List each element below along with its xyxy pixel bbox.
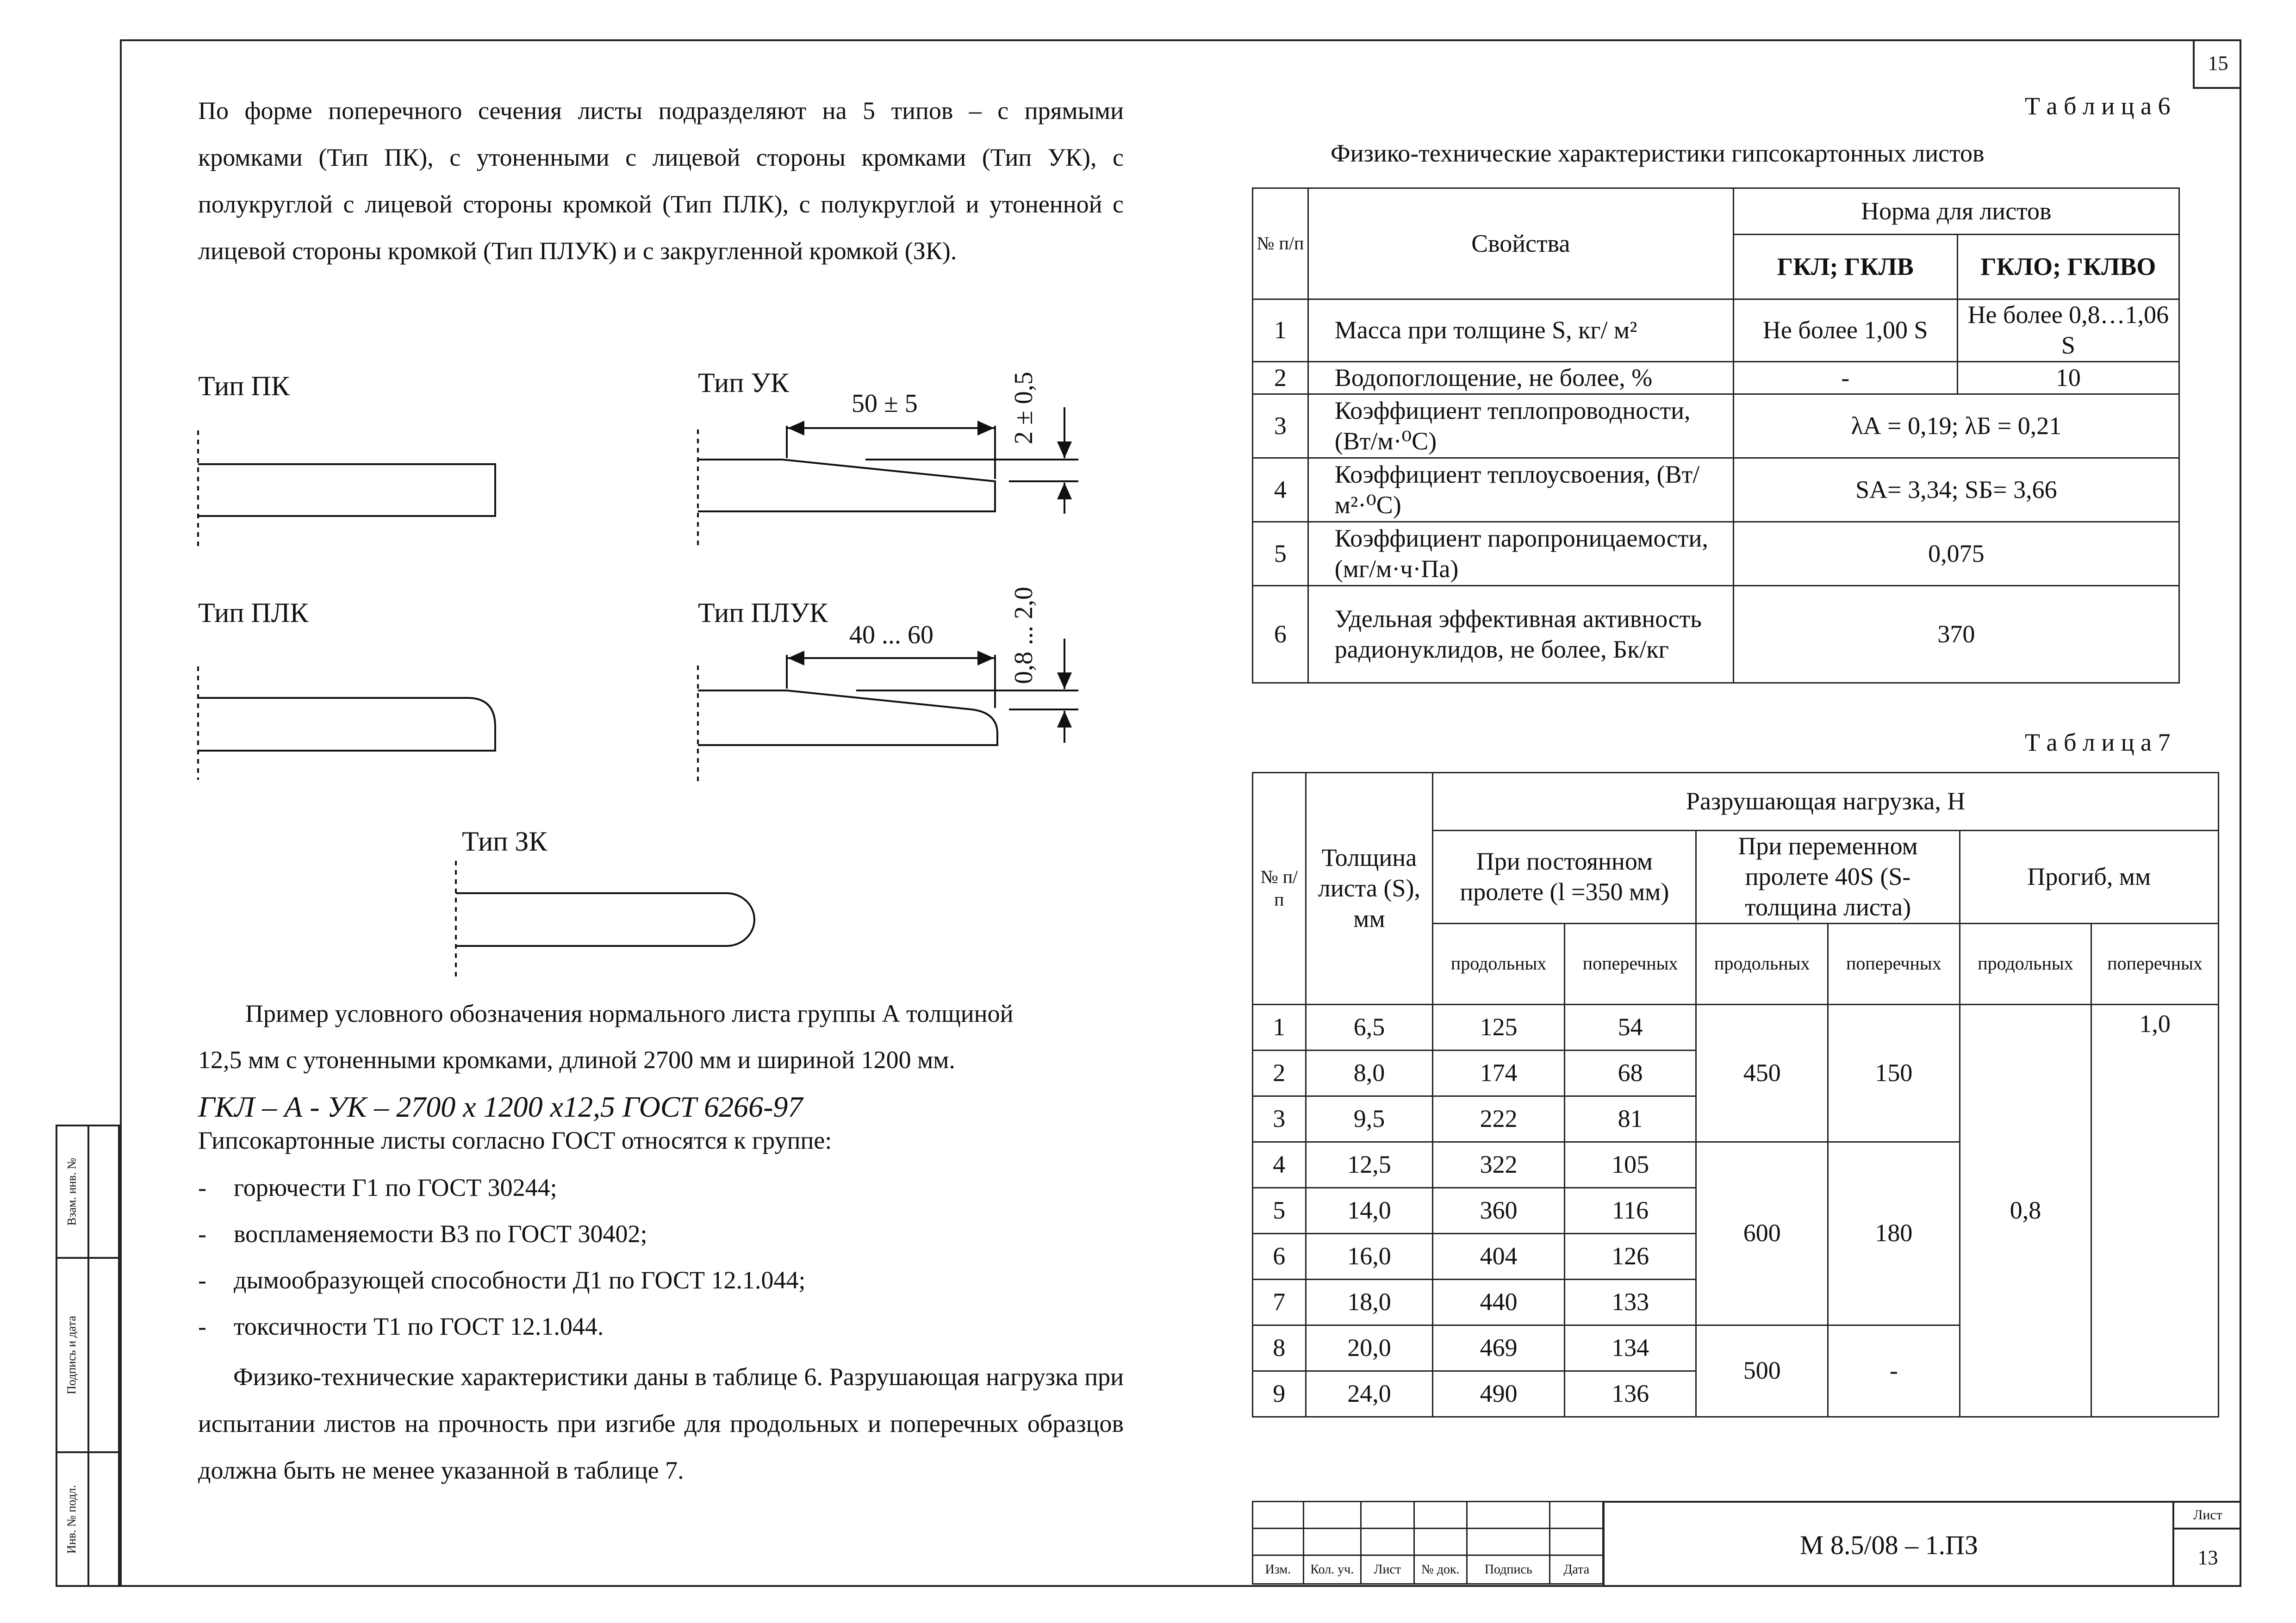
- plk-profile: [198, 698, 495, 751]
- t7-defl-cross: 1,0: [2091, 1004, 2219, 1417]
- t7-var-long: 450: [1696, 1004, 1828, 1142]
- t7-var-long: 600: [1696, 1142, 1828, 1325]
- t6-val: SА= 3,34; SБ= 3,66: [1733, 458, 2179, 522]
- t7-num: 6: [1253, 1233, 1306, 1279]
- t7-thick: 12,5: [1306, 1142, 1433, 1188]
- t7-num: 5: [1253, 1188, 1306, 1233]
- type-pk-label: Тип ПК: [198, 371, 290, 401]
- stamp-data: Дата: [1550, 1555, 1603, 1584]
- table6-title: Физико-технические характеристики гипсокартонных листов: [1331, 139, 1985, 167]
- pluk-thick-dim: 0,8 ... 2,0: [1009, 587, 1038, 684]
- t6-prop: Коэффициент теплоусвоения, (Вт/м²·⁰С): [1308, 458, 1733, 522]
- t7-defl-long: 0,8: [1960, 1004, 2091, 1417]
- t7-thick: 9,5: [1306, 1096, 1433, 1142]
- table6: [1252, 187, 2180, 684]
- t6-h-prop: Свойства: [1308, 188, 1733, 299]
- t7-cross: 126: [1564, 1233, 1696, 1279]
- uk-thick-dim: 2 ± 0,5: [1009, 372, 1038, 444]
- t7-thick: 6,5: [1306, 1004, 1433, 1050]
- side-label-podpis: Подпись и дата: [65, 1316, 78, 1394]
- t7-long: 490: [1433, 1371, 1565, 1417]
- bullet-marker: -: [198, 1312, 206, 1340]
- side-label-vzam: Взам. инв. №: [65, 1157, 78, 1226]
- t7-long: 174: [1433, 1050, 1565, 1096]
- t6-num: 3: [1253, 394, 1308, 458]
- example-designation: ГКЛ – А - УК – 2700 х 1200 х12,5 ГОСТ 6266-97: [198, 1090, 803, 1123]
- uk-profile: [698, 460, 995, 511]
- t7-h-var: При переменном пролете 40S (S-толщина листа): [1696, 831, 1960, 924]
- t7-num: 7: [1253, 1279, 1306, 1325]
- t7-thick: 16,0: [1306, 1233, 1433, 1279]
- t7-h-long: продольных: [1960, 923, 2091, 1004]
- t7-cross: 136: [1564, 1371, 1696, 1417]
- t7-long: 322: [1433, 1142, 1565, 1188]
- t7-num: 3: [1253, 1096, 1306, 1142]
- t7-long: 404: [1433, 1233, 1565, 1279]
- bullet-marker: -: [198, 1266, 206, 1294]
- t7-h-cross: поперечных: [1828, 923, 1960, 1004]
- t6-val: 0,075: [1733, 522, 2179, 586]
- t6-h-num: № п/п: [1253, 188, 1308, 299]
- t6-val: -: [1733, 362, 1957, 394]
- t7-num: 2: [1253, 1050, 1306, 1096]
- table7: [1252, 772, 2219, 1418]
- t6-prop: Масса при толщине S, кг/ м²: [1308, 299, 1733, 362]
- t7-h-num: № п/п: [1253, 773, 1306, 1005]
- t7-h-defl: Прогиб, мм: [1960, 831, 2218, 924]
- t6-num: 4: [1253, 458, 1308, 522]
- t6-h-gklo: ГКЛО; ГКЛВО: [1957, 235, 2179, 299]
- t7-h-long: продольных: [1433, 923, 1565, 1004]
- pk-profile: [198, 464, 495, 516]
- t7-thick: 18,0: [1306, 1279, 1433, 1325]
- intro-paragraph: По форме поперечного сечения листы подразделяют на 5 типов – с прямыми кромками (Тип ПК), с утоненными с лицевой стороны кромками (Тип УК), с полукруглой с лицевой стороны кромкой (Тип ПЛК), с полукруглой и утоненной с лицевой стороны кромкой (Тип ПЛУК) и с закругленной кромкой (ЗК).: [198, 97, 1124, 265]
- table6-label: Т а б л и ц а 6: [2025, 92, 2171, 120]
- closing-paragraph: Физико-технические характеристики даны в таблице 6. Разрушающая нагрузка при испытании листов на прочность при изгибе для продольных и поперечных образцов должна быть не менее указанной в таблице 7.: [198, 1363, 1124, 1484]
- t7-var-long: 500: [1696, 1325, 1828, 1417]
- t6-val: 10: [1957, 362, 2179, 394]
- t6-num: 1: [1253, 299, 1308, 362]
- t6-h-norm: Норма для листов: [1733, 188, 2179, 235]
- stamp-grid: [1252, 1501, 1604, 1585]
- t7-thick: 14,0: [1306, 1188, 1433, 1233]
- t7-cross: 134: [1564, 1325, 1696, 1371]
- t7-h-cross: поперечных: [1564, 923, 1696, 1004]
- t7-num: 8: [1253, 1325, 1306, 1371]
- t6-val: Не более 0,8…1,06 S: [1957, 299, 2179, 362]
- t6-num: 5: [1253, 522, 1308, 586]
- group-item: воспламеняемости В3 по ГОСТ 30402;: [234, 1220, 647, 1248]
- side-label-inv: Инв. № подл.: [65, 1485, 78, 1554]
- t7-cross: 54: [1564, 1004, 1696, 1050]
- t7-var-cross: -: [1828, 1325, 1960, 1417]
- stamp-ndok: № док.: [1414, 1555, 1467, 1584]
- type-uk-label: Тип УК: [698, 367, 789, 398]
- t7-h-cross: поперечных: [2091, 923, 2219, 1004]
- uk-width-dim: 50 ± 5: [852, 389, 918, 418]
- t6-prop: Коэффициент теплопроводности, (Вт/м·⁰С): [1308, 394, 1733, 458]
- t6-num: 2: [1253, 362, 1308, 394]
- group-item: горючести Г1 по ГОСТ 30244;: [234, 1174, 557, 1201]
- pluk-profile: [698, 690, 997, 745]
- zk-profile: [456, 893, 754, 946]
- t7-cross: 116: [1564, 1188, 1696, 1233]
- t7-long: 440: [1433, 1279, 1565, 1325]
- stamp-sheet-label: Лист: [2172, 1501, 2241, 1530]
- table7-label: Т а б л и ц а 7: [2025, 728, 2171, 756]
- t7-h-load: Разрушающая нагрузка, Н: [1433, 773, 2219, 831]
- t6-val: λА = 0,19; λБ = 0,21: [1733, 394, 2179, 458]
- t7-long: 469: [1433, 1325, 1565, 1371]
- t7-h-const: При постоянном пролете (l =350 мм): [1433, 831, 1696, 924]
- t7-num: 9: [1253, 1371, 1306, 1417]
- stamp-kol: Кол. уч.: [1303, 1555, 1361, 1584]
- t7-h-thick: Толщина листа (S), мм: [1306, 773, 1433, 1005]
- type-plk-label: Тип ПЛК: [198, 597, 309, 628]
- t7-var-cross: 180: [1828, 1142, 1960, 1325]
- t7-cross: 133: [1564, 1279, 1696, 1325]
- type-pluk-label: Тип ПЛУК: [698, 597, 828, 628]
- stamp-doc-code: М 8.5/08 – 1.ПЗ: [1603, 1501, 2173, 1587]
- t7-cross: 105: [1564, 1142, 1696, 1188]
- t7-long: 125: [1433, 1004, 1565, 1050]
- t6-val: Не более 1,00 S: [1733, 299, 1957, 362]
- t7-var-cross: 150: [1828, 1004, 1960, 1142]
- t7-long: 222: [1433, 1096, 1565, 1142]
- pluk-width-dim: 40 ... 60: [849, 621, 933, 649]
- example-line-1: Пример условного обозначения нормального листа группы А толщиной: [245, 1000, 1014, 1027]
- stamp-list: Лист: [1361, 1555, 1414, 1584]
- group-intro: Гипсокартонные листы согласно ГОСТ относятся к группе:: [198, 1126, 832, 1154]
- group-item: токсичности Т1 по ГОСТ 12.1.044.: [234, 1312, 604, 1340]
- corner-page-number: 15: [2193, 39, 2241, 89]
- stamp-sheet-number: 13: [2172, 1528, 2241, 1587]
- t7-h-long: продольных: [1696, 923, 1828, 1004]
- t6-prop: Водопоглощение, не более, %: [1308, 362, 1733, 394]
- bullet-marker: -: [198, 1220, 206, 1248]
- type-zk-label: Тип ЗК: [462, 826, 548, 857]
- t6-prop: Удельная эффективная активность радионуклидов, не более, Бк/кг: [1308, 586, 1733, 683]
- t7-long: 360: [1433, 1188, 1565, 1233]
- bullet-marker: -: [198, 1174, 206, 1201]
- t7-thick: 24,0: [1306, 1371, 1433, 1417]
- t6-prop: Коэффициент паропроницаемости, (мг/м·ч·Па): [1308, 522, 1733, 586]
- t7-num: 4: [1253, 1142, 1306, 1188]
- t7-thick: 20,0: [1306, 1325, 1433, 1371]
- t6-val: 370: [1733, 586, 2179, 683]
- t7-thick: 8,0: [1306, 1050, 1433, 1096]
- stamp-izm: Изм.: [1253, 1555, 1304, 1584]
- stamp-podp: Подпись: [1467, 1555, 1550, 1584]
- t6-h-gkl: ГКЛ; ГКЛВ: [1733, 235, 1957, 299]
- t7-num: 1: [1253, 1004, 1306, 1050]
- t6-num: 6: [1253, 586, 1308, 683]
- group-item: дымообразующей способности Д1 по ГОСТ 12.1.044;: [234, 1266, 806, 1294]
- example-line-2: 12,5 мм с утоненными кромками, длиной 2700 мм и шириной 1200 мм.: [198, 1046, 955, 1074]
- t7-cross: 81: [1564, 1096, 1696, 1142]
- t7-cross: 68: [1564, 1050, 1696, 1096]
